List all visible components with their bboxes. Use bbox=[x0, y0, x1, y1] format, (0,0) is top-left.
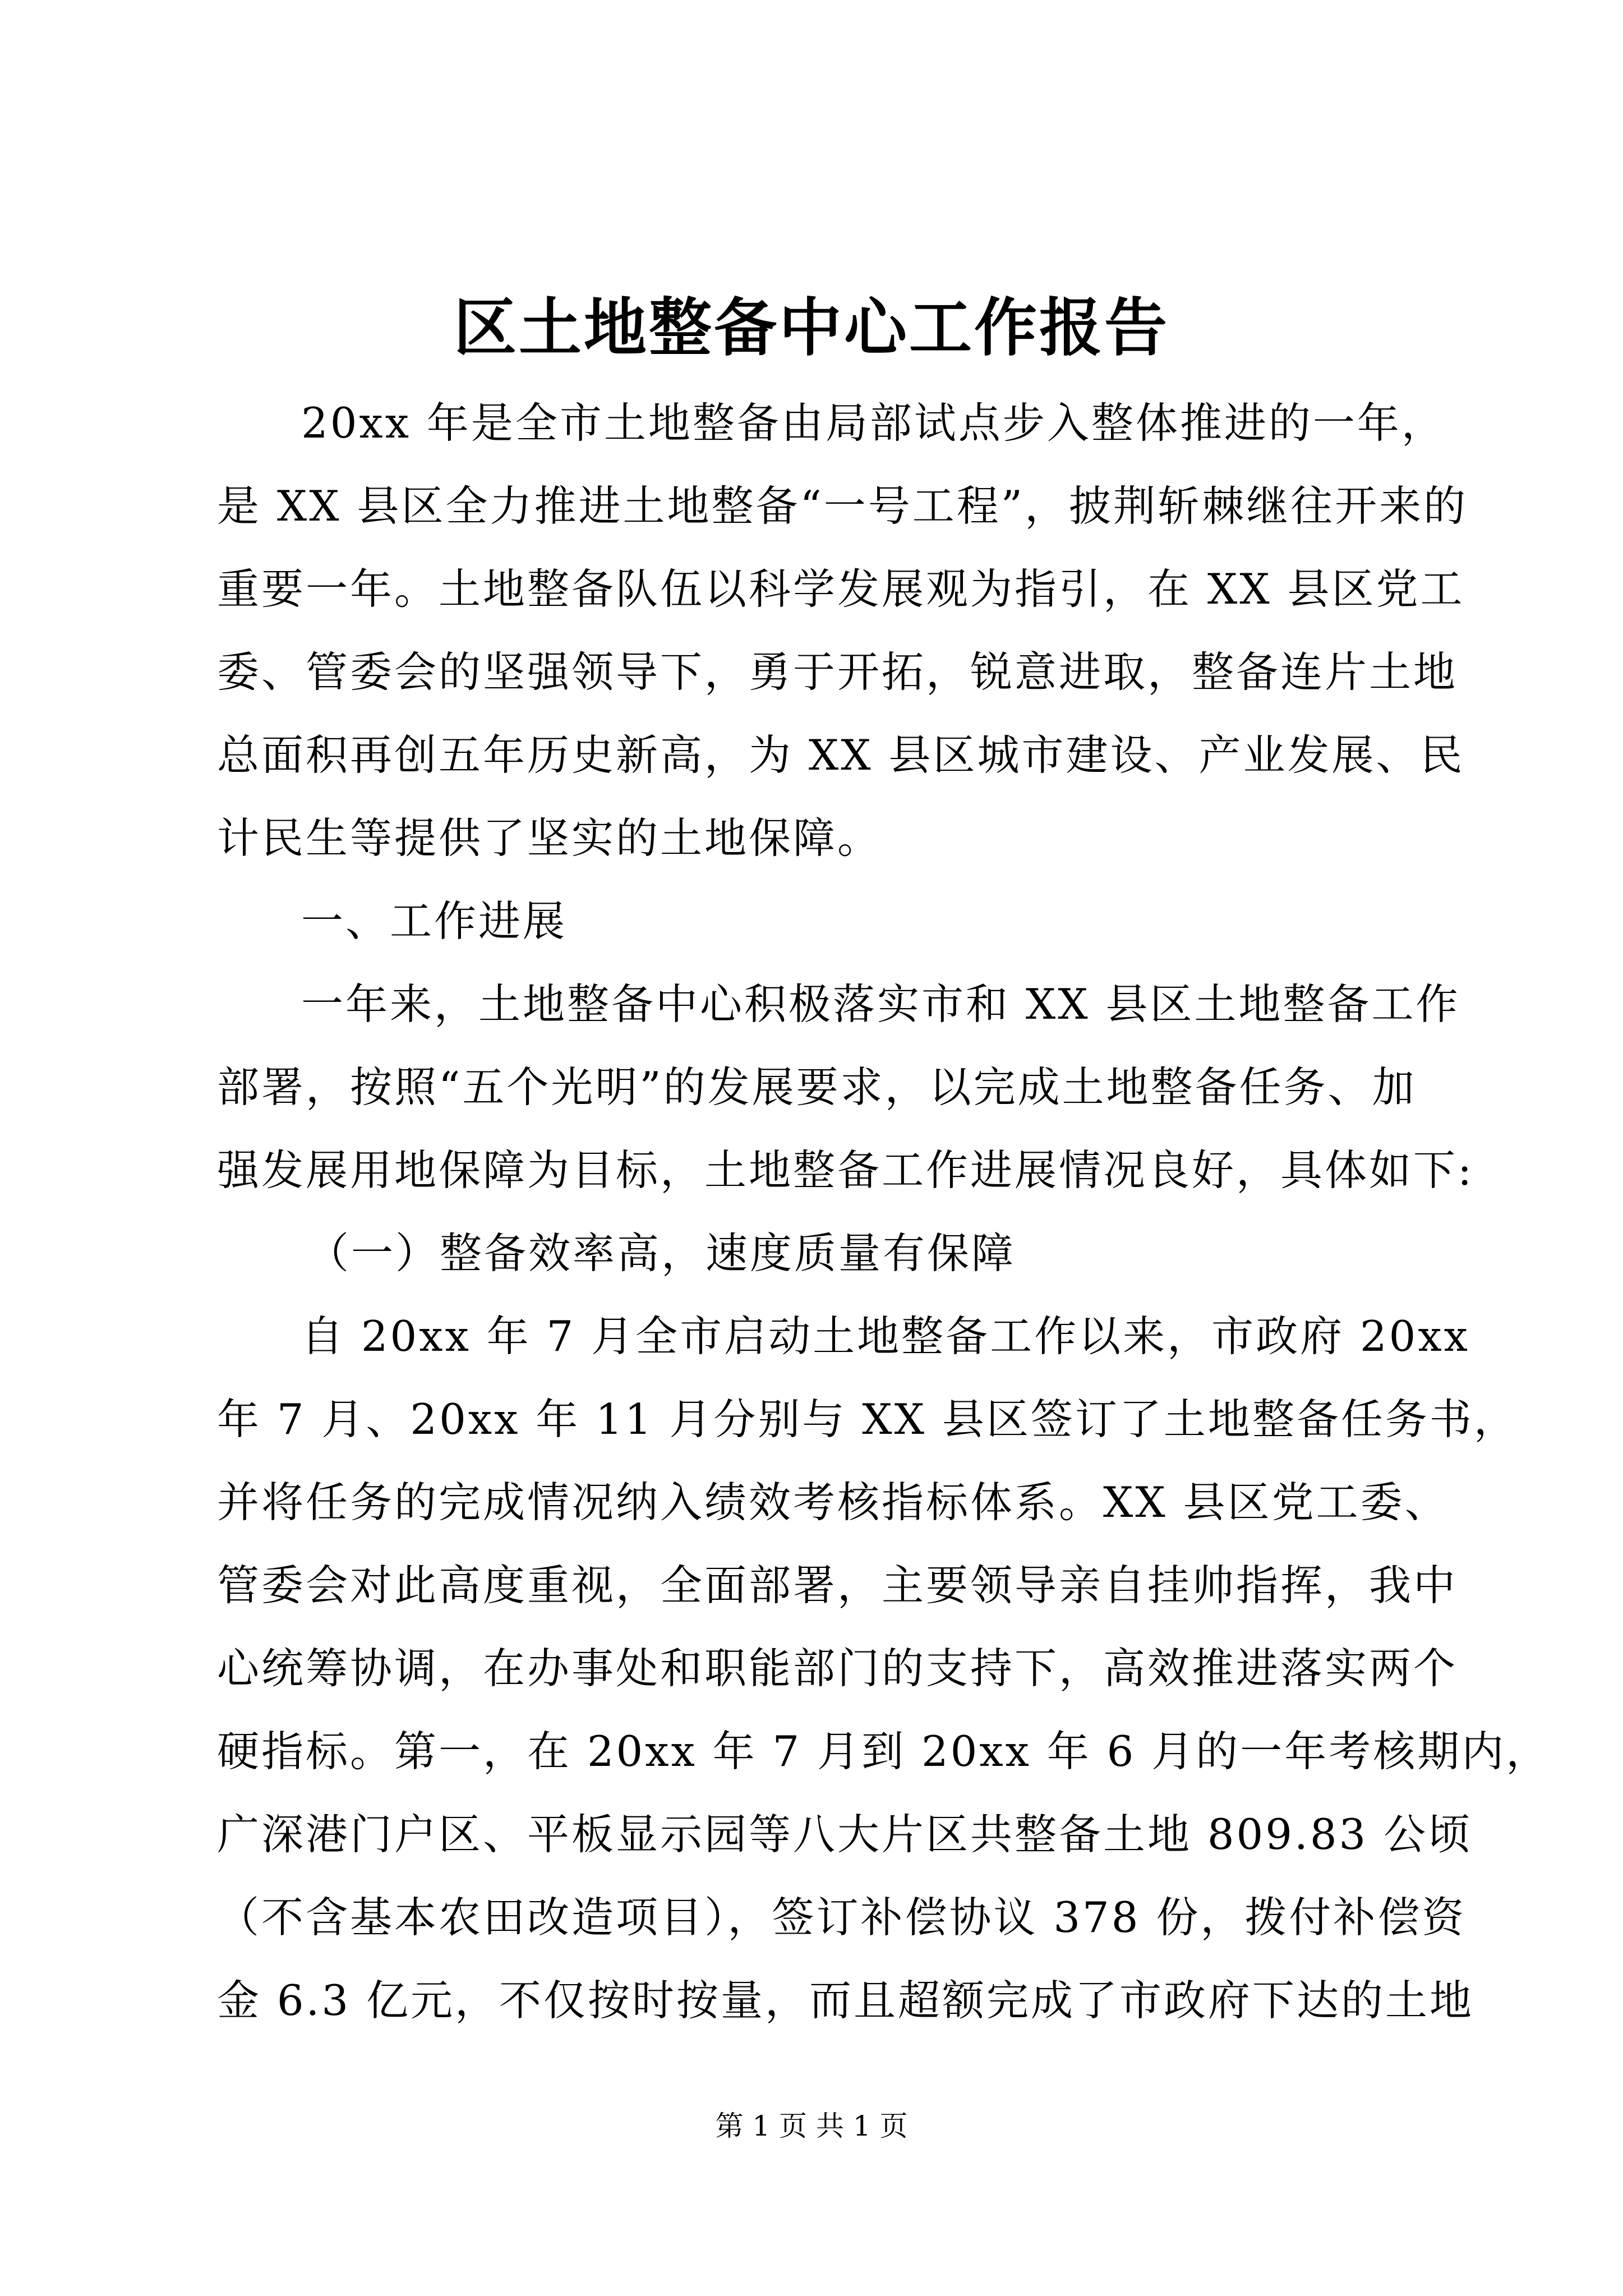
paragraph-line: 管委会对此高度重视，全面部署，主要领导亲自挂帅指挥，我中 bbox=[217, 1561, 1458, 1610]
page-footer: 第 1 页 共 1 页 bbox=[715, 2110, 908, 2142]
paragraph-line: 20xx 年是全市土地整备由局部试点步入整体推进的一年， bbox=[301, 398, 1446, 448]
document-title: 区土地整备中心工作报告 bbox=[454, 291, 1169, 365]
paragraph-line: 自 20xx 年 7 月全市启动土地整备工作以来，市政府 20xx bbox=[301, 1312, 1470, 1361]
paragraph-line: 年 7 月、20xx 年 11 月分别与 XX 县区签订了土地整备任务书， bbox=[217, 1395, 1518, 1444]
paragraph-line: 部署，按照“五个光明”的发展要求，以完成土地整备任务、加 bbox=[217, 1062, 1417, 1112]
subsection-heading: （一）整备效率高，速度质量有保障 bbox=[307, 1228, 1016, 1278]
paragraph-line: 硬指标。第一，在 20xx 年 7 月到 20xx 年 6 月的一年考核期内， bbox=[217, 1727, 1551, 1776]
paragraph-line: 金 6.3 亿元，不仅按时按量，而且超额完成了市政府下达的土地 bbox=[217, 1976, 1474, 2025]
section-heading: 一、工作进展 bbox=[301, 896, 568, 946]
paragraph-line: 强发展用地保障为目标，土地整备工作进展情况良好，具体如下: bbox=[217, 1145, 1474, 1195]
paragraph-line: 总面积再创五年历史新高，为 XX 县区城市建设、产业发展、民 bbox=[217, 730, 1465, 780]
paragraph-line: 是 XX 县区全力推进土地整备“一号工程”，披荆斩棘继往开来的 bbox=[217, 481, 1468, 531]
paragraph-line: 委、管委会的坚强领导下，勇于开拓，锐意进取，整备连片土地 bbox=[217, 647, 1458, 697]
paragraph-line: 一年来，土地整备中心积极落实市和 XX 县区土地整备工作 bbox=[301, 979, 1460, 1029]
paragraph-line: 计民生等提供了坚实的土地保障。 bbox=[217, 813, 882, 863]
paragraph-line: 重要一年。土地整备队伍以科学发展观为指引，在 XX 县区党工 bbox=[217, 564, 1465, 614]
paragraph-line: 广深港门户区、平板显示园等八大片区共整备土地 809.83 公顷 bbox=[217, 1810, 1473, 1859]
paragraph-line: 并将任务的完成情况纳入绩效考核指标体系。XX 县区党工委、 bbox=[217, 1478, 1449, 1527]
document-body bbox=[217, 381, 1551, 2042]
paragraph-line: （不含基本农田改造项目），签订补偿协议 378 份，拨付补偿资 bbox=[217, 1893, 1467, 1942]
paragraph-line: 心统筹协调，在办事处和职能部门的支持下，高效推进落实两个 bbox=[217, 1644, 1458, 1693]
